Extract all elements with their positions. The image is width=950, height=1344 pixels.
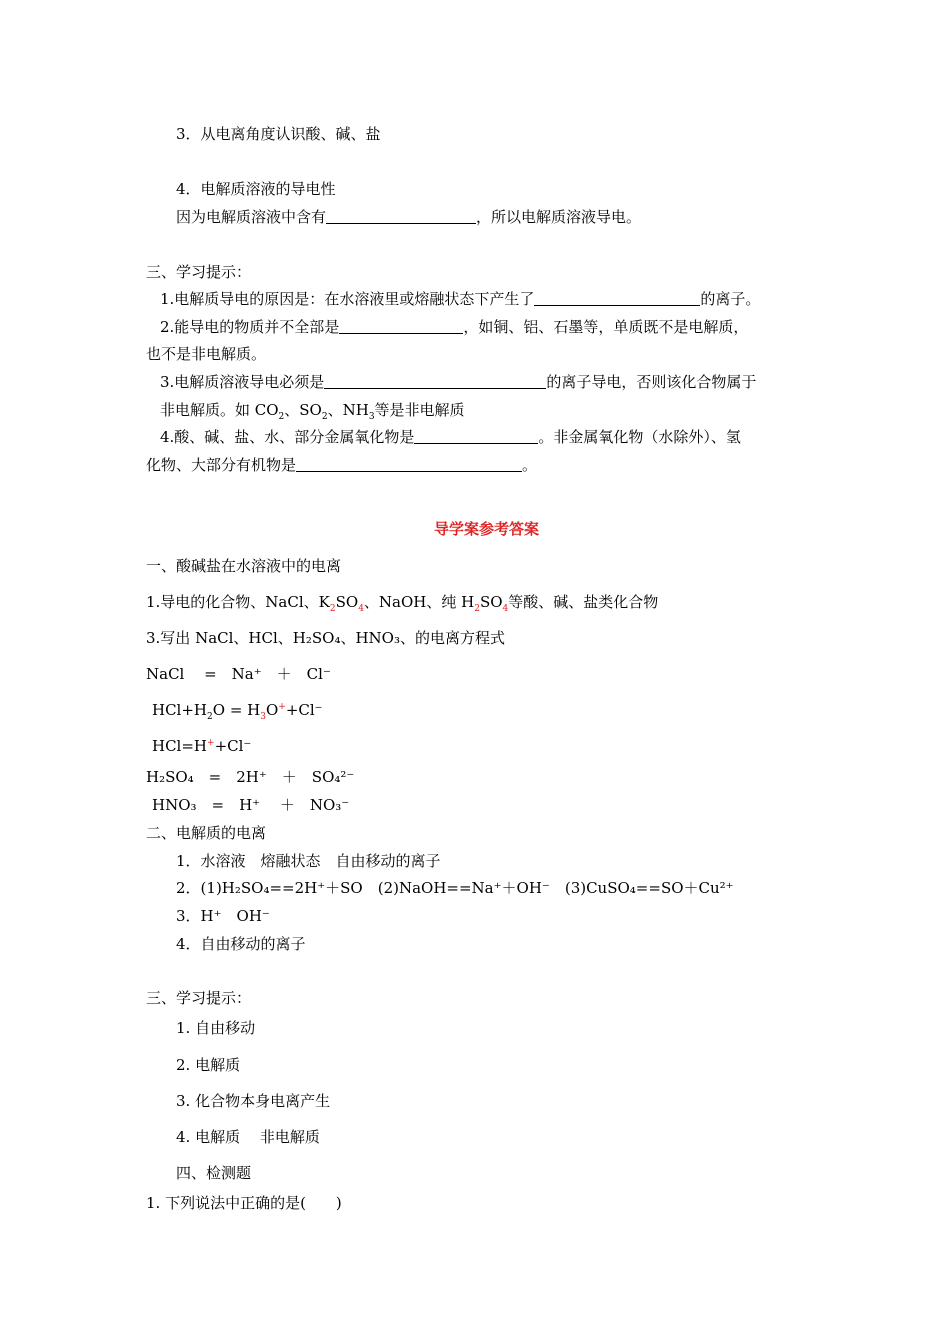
answer-section-3: 三、学习提示：: [146, 989, 252, 1007]
section-3-answer-4: 4. 电解质 非电解质: [176, 1128, 320, 1146]
text: ，所以电解质溶液导电。: [476, 208, 642, 226]
subscript: 2: [329, 604, 336, 614]
text: 非电解质。如 CO: [160, 401, 279, 419]
section-2-answer-4: 4．自由移动的离子: [176, 935, 306, 953]
subscript: 2: [207, 712, 213, 722]
equation-hcl-h2o: [152, 700, 323, 720]
tip-4: [160, 427, 741, 447]
tip-4-cont: [146, 455, 537, 475]
superscript: +: [207, 738, 215, 748]
subscript: 2: [474, 604, 480, 614]
text: 的离子导电，否则该化合物属于: [546, 373, 757, 391]
answer-1: [146, 592, 658, 612]
text: 、NaOH、纯 H: [363, 593, 475, 611]
tip-1: [160, 289, 760, 309]
text: 。非金属氧化物（水除外）、氢: [538, 428, 741, 446]
answer-blank: [414, 428, 538, 444]
tip-3-cont: [160, 400, 465, 420]
tip-3: [160, 372, 756, 392]
answer-blank: [324, 373, 546, 389]
section-3-answer-2: 2. 电解质: [176, 1056, 241, 1074]
answer-blank: [534, 290, 700, 306]
section-4-heading: 4．电解质溶液的导电性: [176, 180, 336, 198]
answer-section-4: 四、检测题: [176, 1164, 252, 1182]
answer-blank: [326, 208, 476, 224]
text: HCl+H: [152, 701, 208, 719]
subscript: 3: [368, 412, 375, 422]
question-1: 1. 下列说法中正确的是( ): [146, 1194, 342, 1212]
section-3-heading: 3．从电离角度认识酸、碱、盐: [176, 125, 381, 143]
text: 的离子。: [700, 290, 761, 308]
text: 1.电解质导电的原因是：在水溶液里或熔融状态下产生了: [160, 290, 535, 308]
equation-hno3: HNO₃ = H⁺ ＋ NO₃⁻: [152, 796, 350, 814]
section-4-line: [176, 207, 641, 227]
answer-3: 3.写出 NaCl、HCl、H₂SO₄、HNO₃、的电离方程式: [146, 629, 505, 647]
answer-section-1: 一、酸碱盐在水溶液中的电离: [146, 557, 342, 575]
text: 1.导电的化合物、NaCl、K: [146, 593, 330, 611]
text: 等是非电解质: [374, 401, 465, 419]
section-2-answer-2: 2．(1)H₂SO₄==2H⁺＋SO (2)NaOH==Na⁺＋OH⁻ (3)CuSO₄==SO＋Cu²⁺: [176, 879, 734, 897]
text: 4.酸、碱、盐、水、部分金属氧化物是: [160, 428, 415, 446]
text: 化物、大部分有机物是: [146, 456, 297, 474]
text: SO: [335, 593, 359, 611]
text: HCl=H: [152, 737, 208, 755]
equation-nacl: NaCl = Na⁺ ＋ Cl⁻: [146, 665, 331, 683]
subscript: 4: [502, 604, 509, 614]
tip-2: [160, 317, 748, 337]
section-2-answer-3: 3．H⁺ OH⁻: [176, 907, 270, 925]
text: 。: [522, 456, 538, 474]
text: +Cl⁻: [285, 701, 323, 719]
text: 、NH: [327, 401, 369, 419]
subscript: 2: [278, 412, 285, 422]
answer-blank: [339, 318, 463, 334]
subscript: 2: [321, 412, 328, 422]
tips-heading: 三、学习提示：: [146, 263, 252, 281]
section-3-answer-1: 1. 自由移动: [176, 1019, 256, 1037]
subscript: 4: [358, 604, 364, 614]
answer-section-2: 二、电解质的电离: [146, 824, 267, 842]
text: ，如铜、铝、石墨等，单质既不是电解质，: [463, 318, 749, 336]
equation-hcl: [152, 736, 251, 756]
text: SO: [479, 593, 503, 611]
text: O: [265, 701, 279, 719]
text: 2.能导电的物质并不全部是: [160, 318, 340, 336]
text: 、SO: [284, 401, 322, 419]
text: O = H: [212, 701, 261, 719]
equation-h2so4: H₂SO₄ = 2H⁺ ＋ SO₄²⁻: [146, 768, 355, 786]
section-2-answer-1: 1．水溶液 熔融状态 自由移动的离子: [176, 852, 441, 870]
subscript: 3: [260, 712, 266, 722]
answer-blank: [296, 456, 522, 472]
answer-title: 导学案参考答案: [434, 520, 540, 538]
section-3-answer-3: 3. 化合物本身电离产生: [176, 1092, 331, 1110]
text: 3.电解质溶液导电必须是: [160, 373, 325, 391]
superscript: +: [278, 702, 286, 712]
tip-2-cont: 也不是非电解质。: [146, 345, 267, 363]
text: +Cl⁻: [214, 737, 252, 755]
text: 因为电解质溶液中含有: [176, 208, 327, 226]
text: 等酸、碱、盐类化合物: [508, 593, 659, 611]
